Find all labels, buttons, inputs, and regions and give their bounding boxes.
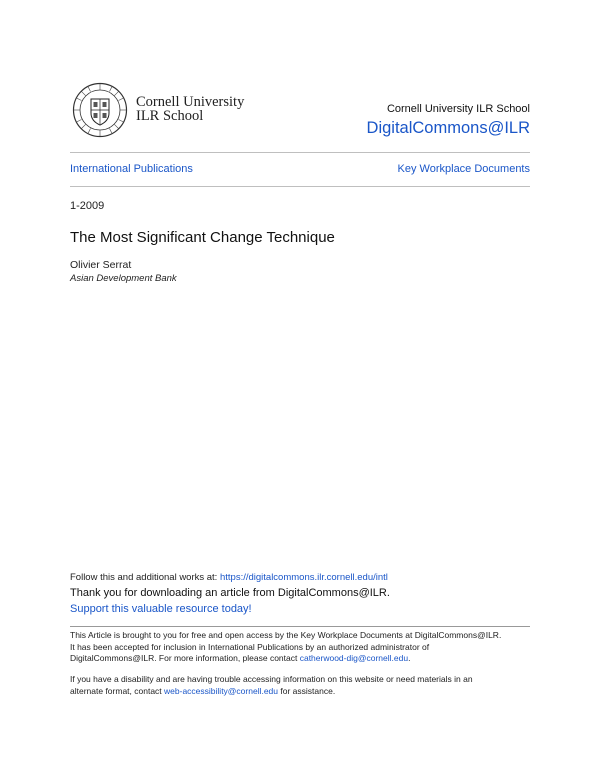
accessibility-notice-line-2 xyxy=(70,686,540,698)
access-notice-line-1: This Article is brought to you for free and open access by the Key Workplace Documents at DigitalCommons@ILR. xyxy=(70,630,502,640)
logo-wordmark xyxy=(136,95,244,123)
logo-line-school: ILR School xyxy=(136,108,204,124)
accessibility-suffix: for assistance. xyxy=(278,685,336,696)
accessibility-notice xyxy=(70,674,540,697)
divider-nav xyxy=(70,186,530,187)
publication-date: 1-2009 xyxy=(70,200,105,212)
catherwood-email-link[interactable]: catherwood-dig@cornell.edu xyxy=(299,653,409,663)
article-title: The Most Significant Change Technique xyxy=(70,229,335,246)
divider-notice xyxy=(70,626,530,627)
collection-link-key-workplace-documents[interactable]: Key Workplace Documents xyxy=(397,163,530,175)
author-affiliation: Asian Development Bank xyxy=(70,273,177,284)
contact-suffix: . xyxy=(408,653,411,663)
access-notice-line-3 xyxy=(70,653,540,665)
thanks-message: Thank you for downloading an article from DigitalCommons@ILR. xyxy=(70,587,390,599)
follow-prefix: Follow this and additional works at: xyxy=(70,572,220,583)
divider-top xyxy=(70,152,530,153)
accessibility-notice-line-1: If you have a disability and are having trouble accessing information on this website or need materials in an xyxy=(70,674,473,684)
school-name: Cornell University ILR School xyxy=(386,103,530,115)
accessibility-prefix: alternate format, contact xyxy=(70,685,165,696)
web-accessibility-email-link[interactable]: web-accessibility@cornell.edu xyxy=(164,685,279,696)
article-author: Olivier Serrat xyxy=(70,259,132,271)
contact-prefix: DigitalCommons@ILR. For more information, please contact xyxy=(70,653,300,663)
logo-line-university: Cornell University xyxy=(136,94,245,110)
cornell-seal-icon xyxy=(72,82,128,138)
collection-link-international-publications[interactable]: International Publications xyxy=(70,163,193,175)
follow-line xyxy=(70,572,388,583)
repository-link[interactable]: DigitalCommons@ILR xyxy=(366,119,530,137)
follow-url-link[interactable]: https://digitalcommons.ilr.cornell.edu/intl xyxy=(219,572,388,583)
access-notice xyxy=(70,630,540,665)
cornell-ilr-logo xyxy=(72,82,247,138)
access-notice-line-2: It has been accepted for inclusion in International Publications by an authorized administrator of xyxy=(70,641,430,652)
support-link[interactable]: Support this valuable resource today! xyxy=(70,603,252,615)
